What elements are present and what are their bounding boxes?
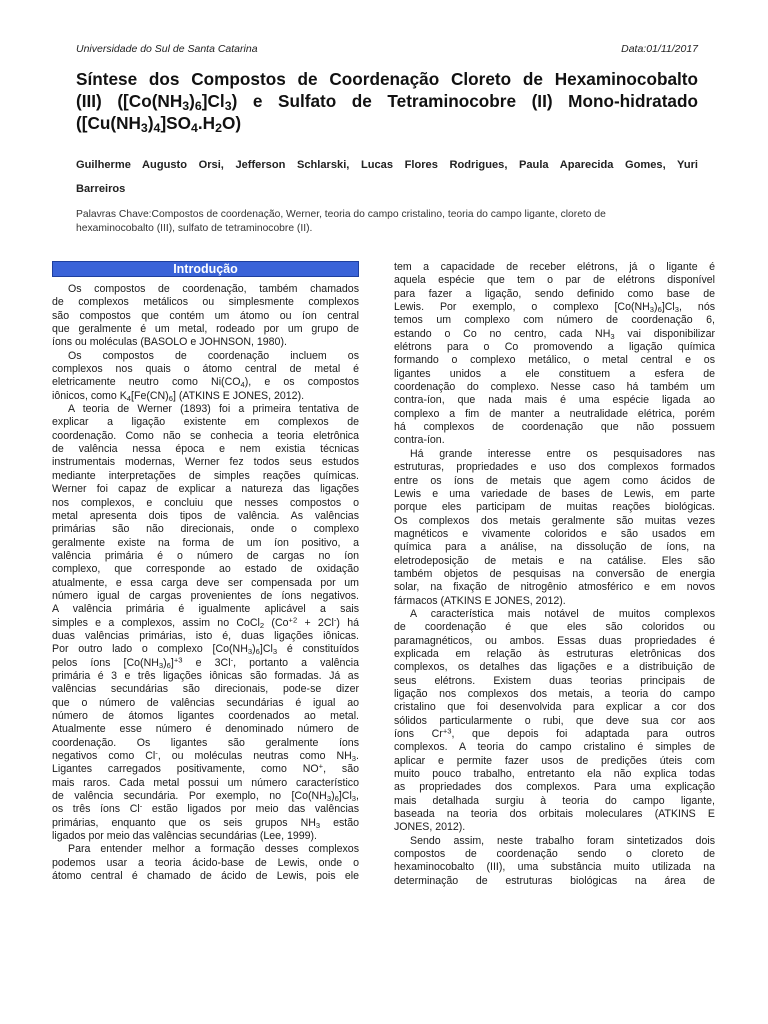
text-line: paramagnéticos, ou ambos. Essas duas propriedades é <box>394 634 715 647</box>
text-line: Werner foi capaz de explicar a natureza das ligações <box>52 483 359 496</box>
keywords-line: hexaminocobalto (III), sulfato de tetraminocobre (II). <box>76 223 313 234</box>
text-line: estando o Co no centro, cada $NH_3$ vai disponibilizar <box>394 327 715 341</box>
text-line: aplicar e permite fazer usos de predições úteis com <box>394 754 715 767</box>
text-line: metal apresenta dois tipos de valência. As valências <box>52 509 359 522</box>
text-line: baseada na teoria dos orbitais moleculares (ATKINS E <box>394 808 715 821</box>
text-line: temos um complexo com número de coordenação 6, <box>394 314 715 327</box>
text-line: valências secundárias são direcionais, pode-se dizer <box>52 683 359 696</box>
text-line: Atualmente esse número é denominado número de <box>52 723 359 736</box>
left-text-column <box>52 283 359 883</box>
text-line: átomo central é chamado de ácido de Lewis, pois ele <box>52 870 359 883</box>
text-line: compostos de coordenação sendo o cloreto de <box>394 848 715 861</box>
text-line: formando o complexo metálico, o metal central e os <box>394 354 715 367</box>
text-line: complexos. A teoria do campo cristalino é simples de <box>394 741 715 754</box>
text-line: valência primária é o número de cargas no íon <box>52 549 359 562</box>
text-line: ligados por meio das valências secundárias (Lee, 1999). <box>52 830 317 843</box>
text-line: seus elétrons. Existem duas teorias principais de <box>394 674 715 687</box>
text-line: coordenação. Como não se conhecia a teoria eletrônica <box>52 429 359 442</box>
text-line: Lewis e uma variedade de bases de Lewis, em parte <box>394 487 715 500</box>
text-line: eletrodeposição de metais e na catálise. Eles são <box>394 554 715 567</box>
text-line: ligação nos complexos dos metais, a teoria do campo <box>394 688 715 700</box>
author-line: Guilherme Augusto Orsi, Jefferson Schlarski, Lucas Flores Rodrigues, Paula Aparecida Gomes, Yuri <box>76 159 698 171</box>
text-line: mais raros. Cada metal possui um número característico <box>52 776 359 789</box>
author-list <box>76 153 698 201</box>
text-line: de complexos metálicos ou simplesmente complexos <box>52 296 359 309</box>
text-line: instrumentais modernas, Werner fez todos seus estudos <box>52 456 359 469</box>
institution-name: Universidade do Sul de Santa Catarina <box>76 43 258 55</box>
text-line: para fazer a ligação, sendo definido como base de <box>394 287 715 300</box>
title-line: Síntese dos Compostos de Coordenação Cloreto de Hexaminocobalto <box>76 69 698 89</box>
page-header <box>76 43 698 55</box>
text-line: primárias são não direcionais, onde o complexo <box>52 523 359 536</box>
text-line: A valência primária é igualmente aplicável a sais <box>52 603 359 616</box>
text-line: magnéticos e vivamente coloridos e são usados em <box>394 527 715 540</box>
text-line: primárias, enquanto que os seis grupos $NH_3$ estão <box>52 816 360 830</box>
text-line: contra-íon. <box>394 434 445 447</box>
keywords <box>76 208 698 236</box>
title-line: $([Cu(NH_3)_4]SO_4.H_2O)$ <box>76 113 242 136</box>
text-line: explicada em relação às estruturas eletrônicas dos <box>394 647 715 660</box>
text-line: explicar a ligação existente em complexos de <box>52 416 359 429</box>
text-line: atualmente, e essa carga deve ser compensada por um <box>52 576 359 589</box>
text-line: coordenação. Os ligantes são geralmente íons <box>52 736 359 749</box>
text-line: de valência secundária. Por exemplo, no $[Co(NH_3)_6]Cl_3$, <box>52 790 359 803</box>
text-line: pelos íons $[Co(NH_3)_6]^{+3}$ e 3Cl-, portanto a valência <box>52 655 359 670</box>
text-line: Os compostos de coordenação incluem os <box>68 349 359 362</box>
text-line: são compostos que contém um átomo ou íon central <box>52 309 359 322</box>
text-line: Lewis. Por exemplo, o complexo $[Co(NH_3)_6]Cl_3$, nós <box>394 301 716 314</box>
text-line: mais detalhada surgiu à teoria do campo ligante, <box>394 794 715 807</box>
text-line: estruturas, propriedades e uso dos complexos formados <box>394 461 715 474</box>
text-line: determinação de estruturas biológicas na área de <box>394 874 715 887</box>
text-line: Ligantes carregados positivamente, como NO+, são <box>52 761 359 776</box>
document-date: Data:01/11/2017 <box>621 43 698 55</box>
text-line: que geralmente é um metal, rodeado por um grupo de <box>52 323 359 336</box>
text-line: iônicos, como $K_4[Fe(CN)_6]$ (ATKINS E JONES, 2012). <box>52 389 305 403</box>
text-line: íons $Cr^{+3}$, que depois foi adaptada para outros <box>394 726 715 741</box>
text-line: muito pouco trabalho, entretanto ela não explica todas <box>394 768 715 781</box>
text-line: complexos, os detalhes das ligações e a distribuição de <box>394 661 715 674</box>
text-line: A teoria de Werner (1893) foi a primeira tentativa de <box>68 403 359 416</box>
text-line: nos complexos, e concluiu que nesses compostos o <box>52 496 359 509</box>
text-line: duas valências primárias, isto é, duas ligações iônicas. <box>52 629 359 642</box>
keywords-line: Palavras Chave:Compostos de coordenação, Werner, teoria do campo cristalino, teoria do campo ligante, cloreto de <box>76 209 606 220</box>
text-line: de coordenação é que eles são coloridos ou <box>394 621 715 634</box>
text-line: sólidos particularmente o rubi, que deve sua cor aos <box>394 714 715 727</box>
text-line: hexaminocobalto (III), uma substância muito utilizada na <box>394 861 715 874</box>
text-line: ligantes unidos a ele constituem a esfera de <box>394 367 715 380</box>
text-line: JONES, 2012). <box>394 821 466 834</box>
title-line: (III) $([Co(NH_3)_6]Cl_3)$ e Sulfato de Tetraminocobre (II) Mono-hidratado <box>76 91 698 114</box>
text-line: aquela espécie que tem o par de elétrons disponível <box>394 274 715 287</box>
text-line: coordenação do complexo. Nesse caso há também um <box>394 381 715 394</box>
text-line: fármacos (ATKINS E JONES, 2012). <box>394 594 566 607</box>
text-line: Por outro lado o complexo $[Co(NH_3)_6]Cl_3$ é constituídos <box>52 643 359 657</box>
text-line: primária é 3 e três ligações iônicas são formadas. Já as <box>52 669 359 682</box>
text-line: íons ou moléculas (BASOLO e JOHNSON, 1980). <box>52 336 287 349</box>
text-line: há complexos de coordenação que não possuem <box>394 421 715 434</box>
text-line: Os complexos dos metais geralmente são muitas vezes <box>394 514 715 527</box>
text-line: eletricamente neutro como $Ni(CO_4)$, e os compostos <box>52 376 359 390</box>
text-line: também objetos de pesquisas na conversão de energia <box>394 567 715 580</box>
author-line: Barreiros <box>76 183 126 195</box>
right-text-column <box>394 261 715 888</box>
text-line: complexo, que corresponde ao estado de oxidação <box>52 563 359 576</box>
text-line: tem a capacidade de receber elétrons, já o ligante é <box>394 261 715 273</box>
text-line: negativos como Cl-, ou moléculas neutras como $NH_3$. <box>52 748 359 763</box>
text-line: porque eles participam de muitas reações biológicas. <box>394 501 715 514</box>
text-line: A característica mais notável de muitos complexos <box>410 607 715 620</box>
paper-title <box>76 68 698 134</box>
text-line: mediante interpretações de simples reações químicas. <box>52 469 359 482</box>
text-line: as propriedades dos complexos. Para uma explicação <box>394 781 715 794</box>
text-line: Os compostos de coordenação, também chamados <box>68 283 359 295</box>
text-line: número de átomos ligantes coordenados ao metal. <box>52 710 359 722</box>
text-line: podemos usar a teoria ácido-base de Lewis, onde o <box>52 856 359 869</box>
text-line: número igual de cargas provenientes de íons negativos. <box>52 589 359 602</box>
section-heading-introducao: Introdução <box>52 261 359 277</box>
text-line: Há grande interesse entre os pesquisadores nas <box>410 447 715 460</box>
text-line: entre os íons de metais que agem como ácidos de <box>394 474 715 487</box>
text-line: cristalino que foi desenvolvida para explicar a cor dos <box>394 701 715 714</box>
text-line: elétrons para o Co promovendo a ligação química <box>394 341 715 354</box>
text-line: simples e a complexos, assim no CoCl$_2$ $(Co^{+2} + 2Cl^-)$ há <box>52 615 359 630</box>
text-line: química para a análise, na dissolução de íons, na <box>394 541 715 554</box>
text-line: geralmente existe na forma de um íon positivo, a <box>52 536 359 549</box>
text-line: Para entender melhor a formação desses complexos <box>68 843 359 856</box>
text-line: de valência nessa época e nem existia técnicas <box>52 443 359 456</box>
text-line: os três íons Cl- estão ligados por meio das valências <box>52 801 359 816</box>
text-line: contra-íon, que nada mais é uma espécie ligada ao <box>394 394 715 407</box>
text-line: que o número de valências secundárias é igual ao <box>52 696 359 709</box>
text-line: Sendo assim, neste trabalho foram sintetizados dois <box>410 834 715 847</box>
text-line: complexos nos quais o átomo central de metal é <box>52 363 359 376</box>
text-line: solar, na fixação de nitrogênio atmosférico e em novos <box>394 581 715 594</box>
text-line: complexo a fim de manter a neutralidade elétrica, porém <box>394 407 715 420</box>
